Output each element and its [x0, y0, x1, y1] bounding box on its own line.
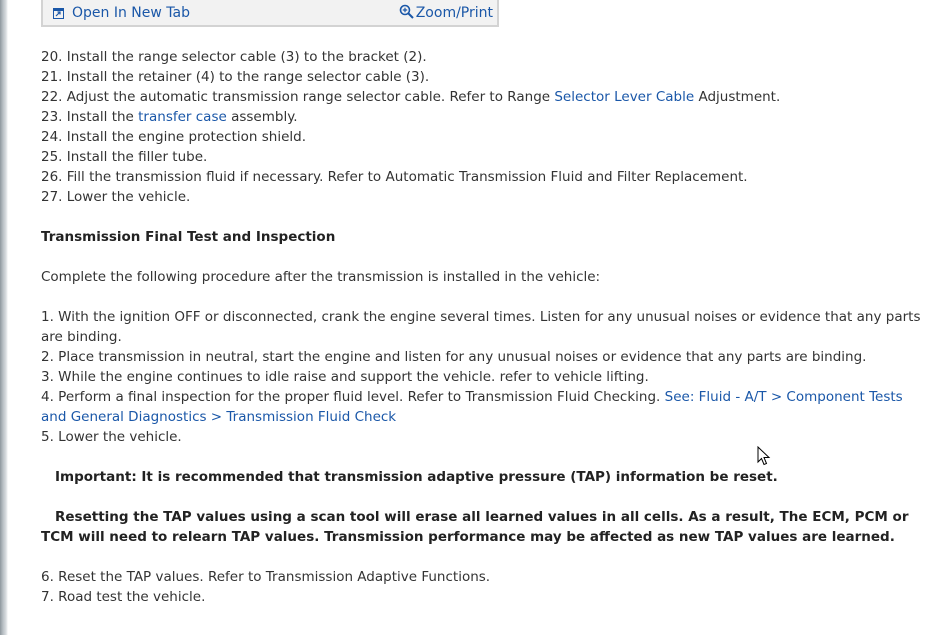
open-new-tab-icon	[53, 8, 64, 19]
window-left-edge	[0, 0, 8, 635]
step-3: 3. While the engine continues to idle raise and support the vehicle. refer to vehicle lifting.	[41, 369, 649, 385]
mouse-pointer-icon	[757, 446, 771, 466]
step-22-suffix: Adjustment.	[694, 89, 781, 105]
step-26: 26. Fill the transmission fluid if necessary. Refer to Automatic Transmission Fluid and Filter Replacement.	[41, 169, 748, 185]
step-23-text: 23. Install the	[41, 109, 139, 125]
section-intro: Complete the following procedure after the transmission is installed in the vehicle:	[41, 269, 601, 285]
open-new-tab-label: Open In New Tab	[72, 5, 190, 21]
step-23-suffix: assembly.	[226, 109, 298, 125]
zoom-print-link[interactable]	[399, 5, 493, 21]
step-5: 5. Lower the vehicle.	[41, 429, 182, 445]
open-new-tab-link[interactable]	[53, 5, 190, 21]
step-4-text: 4. Perform a final inspection for the proper fluid level. Refer to Transmission Fluid Checking.	[41, 389, 665, 405]
document-toolbar	[41, 0, 499, 27]
step-23	[41, 107, 921, 127]
step-25: 25. Install the filler tube.	[41, 149, 208, 165]
step-21: 21. Install the retainer (4) to the range selector cable (3).	[41, 69, 430, 85]
step-4	[41, 387, 921, 427]
step-20: 20. Install the range selector cable (3) to the bracket (2).	[41, 49, 427, 65]
selector-lever-cable-link[interactable]: Selector Lever Cable	[554, 89, 695, 105]
zoom-print-label: Zoom/Print	[415, 5, 493, 21]
transfer-case-link[interactable]: transfer case	[138, 109, 227, 125]
step-22-text: 22. Adjust the automatic transmission range selector cable. Refer to Range	[41, 89, 555, 105]
section-heading: Transmission Final Test and Inspection	[41, 229, 336, 245]
step-7: 7. Road test the vehicle.	[41, 589, 206, 605]
step-6: 6. Reset the TAP values. Refer to Transmission Adaptive Functions.	[41, 569, 491, 585]
step-22	[41, 87, 921, 107]
tap-reset-warning: Resetting the TAP values using a scan tool will erase all learned values in all cells. As a result, The ECM, PCM or TCM will need to relearn TAP values. Transmission performance may be affected as new TAP values are learned.	[41, 509, 909, 545]
procedure-content	[41, 47, 921, 607]
step-2: 2. Place transmission in neutral, start the engine and listen for any unusual noises or evidence that any parts are binding.	[41, 349, 867, 365]
step-1: 1. With the ignition OFF or disconnected, crank the engine several times. Listen for any unusual noises or evidence that any parts are binding.	[41, 309, 921, 345]
transmission-fluid-check-link[interactable]: See: Fluid - A/T > Component Tests and General Diagnostics > Transmission Fluid Check	[41, 389, 903, 425]
step-27: 27. Lower the vehicle.	[41, 189, 191, 205]
magnifier-plus-icon	[399, 4, 414, 19]
step-24: 24. Install the engine protection shield.	[41, 129, 306, 145]
important-note: Important: It is recommended that transmission adaptive pressure (TAP) information be reset.	[55, 469, 778, 485]
